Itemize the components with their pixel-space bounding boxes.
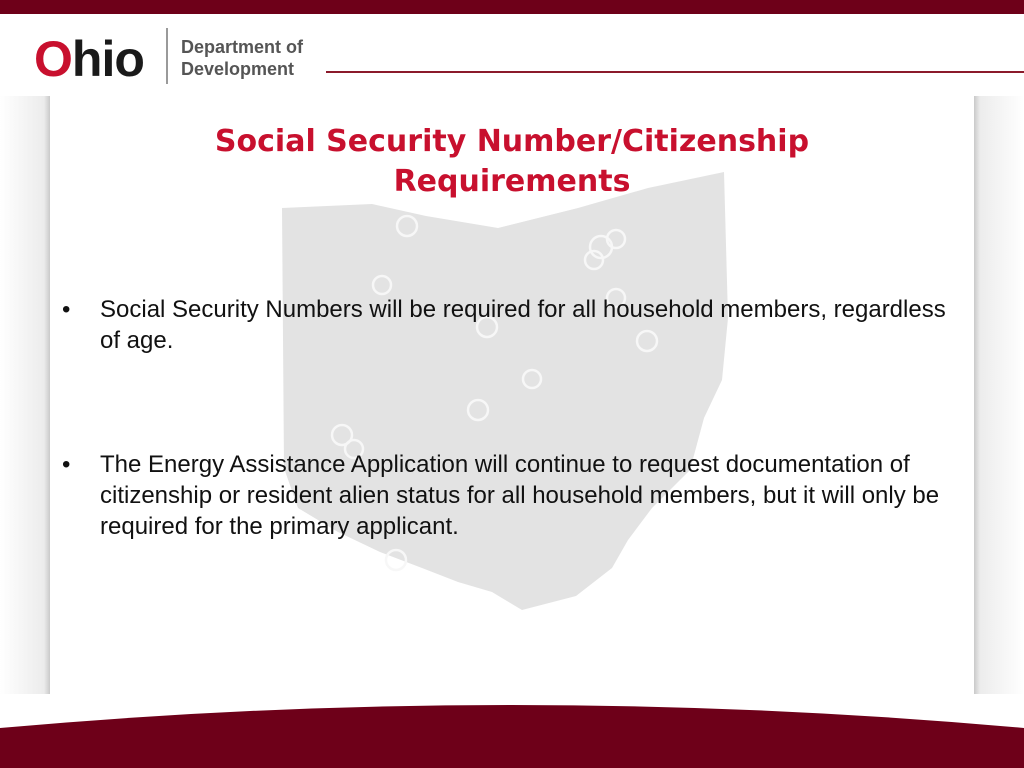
slide-header [0,14,1024,94]
ohio-logo [34,31,144,87]
ohio-logo-o: O [34,31,72,87]
logo-divider [166,28,168,84]
bottom-brand-band [0,690,1024,768]
left-side-shadow [0,96,50,694]
bullet-list [62,294,972,542]
bullet-item [62,449,972,542]
department-name: Department of Development [181,37,304,79]
ohio-logo-rest: hio [71,31,144,87]
slide-title: Social Security Number/Citizenship Requirements [214,124,810,199]
right-side-shadow [974,96,1024,694]
bullet-item [62,294,972,356]
top-brand-bar [0,0,1024,14]
bullet-text: The Energy Assistance Application will continue to request documentation of citizenship or resident alien status for all household members, but it will only be required for the primary applicant. [100,451,940,540]
header-rule [326,71,1024,73]
bullet-marker: • [62,451,71,478]
bullet-marker: • [62,296,71,323]
bullet-text: Social Security Numbers will be required for all household members, regardless of age. [100,296,946,354]
